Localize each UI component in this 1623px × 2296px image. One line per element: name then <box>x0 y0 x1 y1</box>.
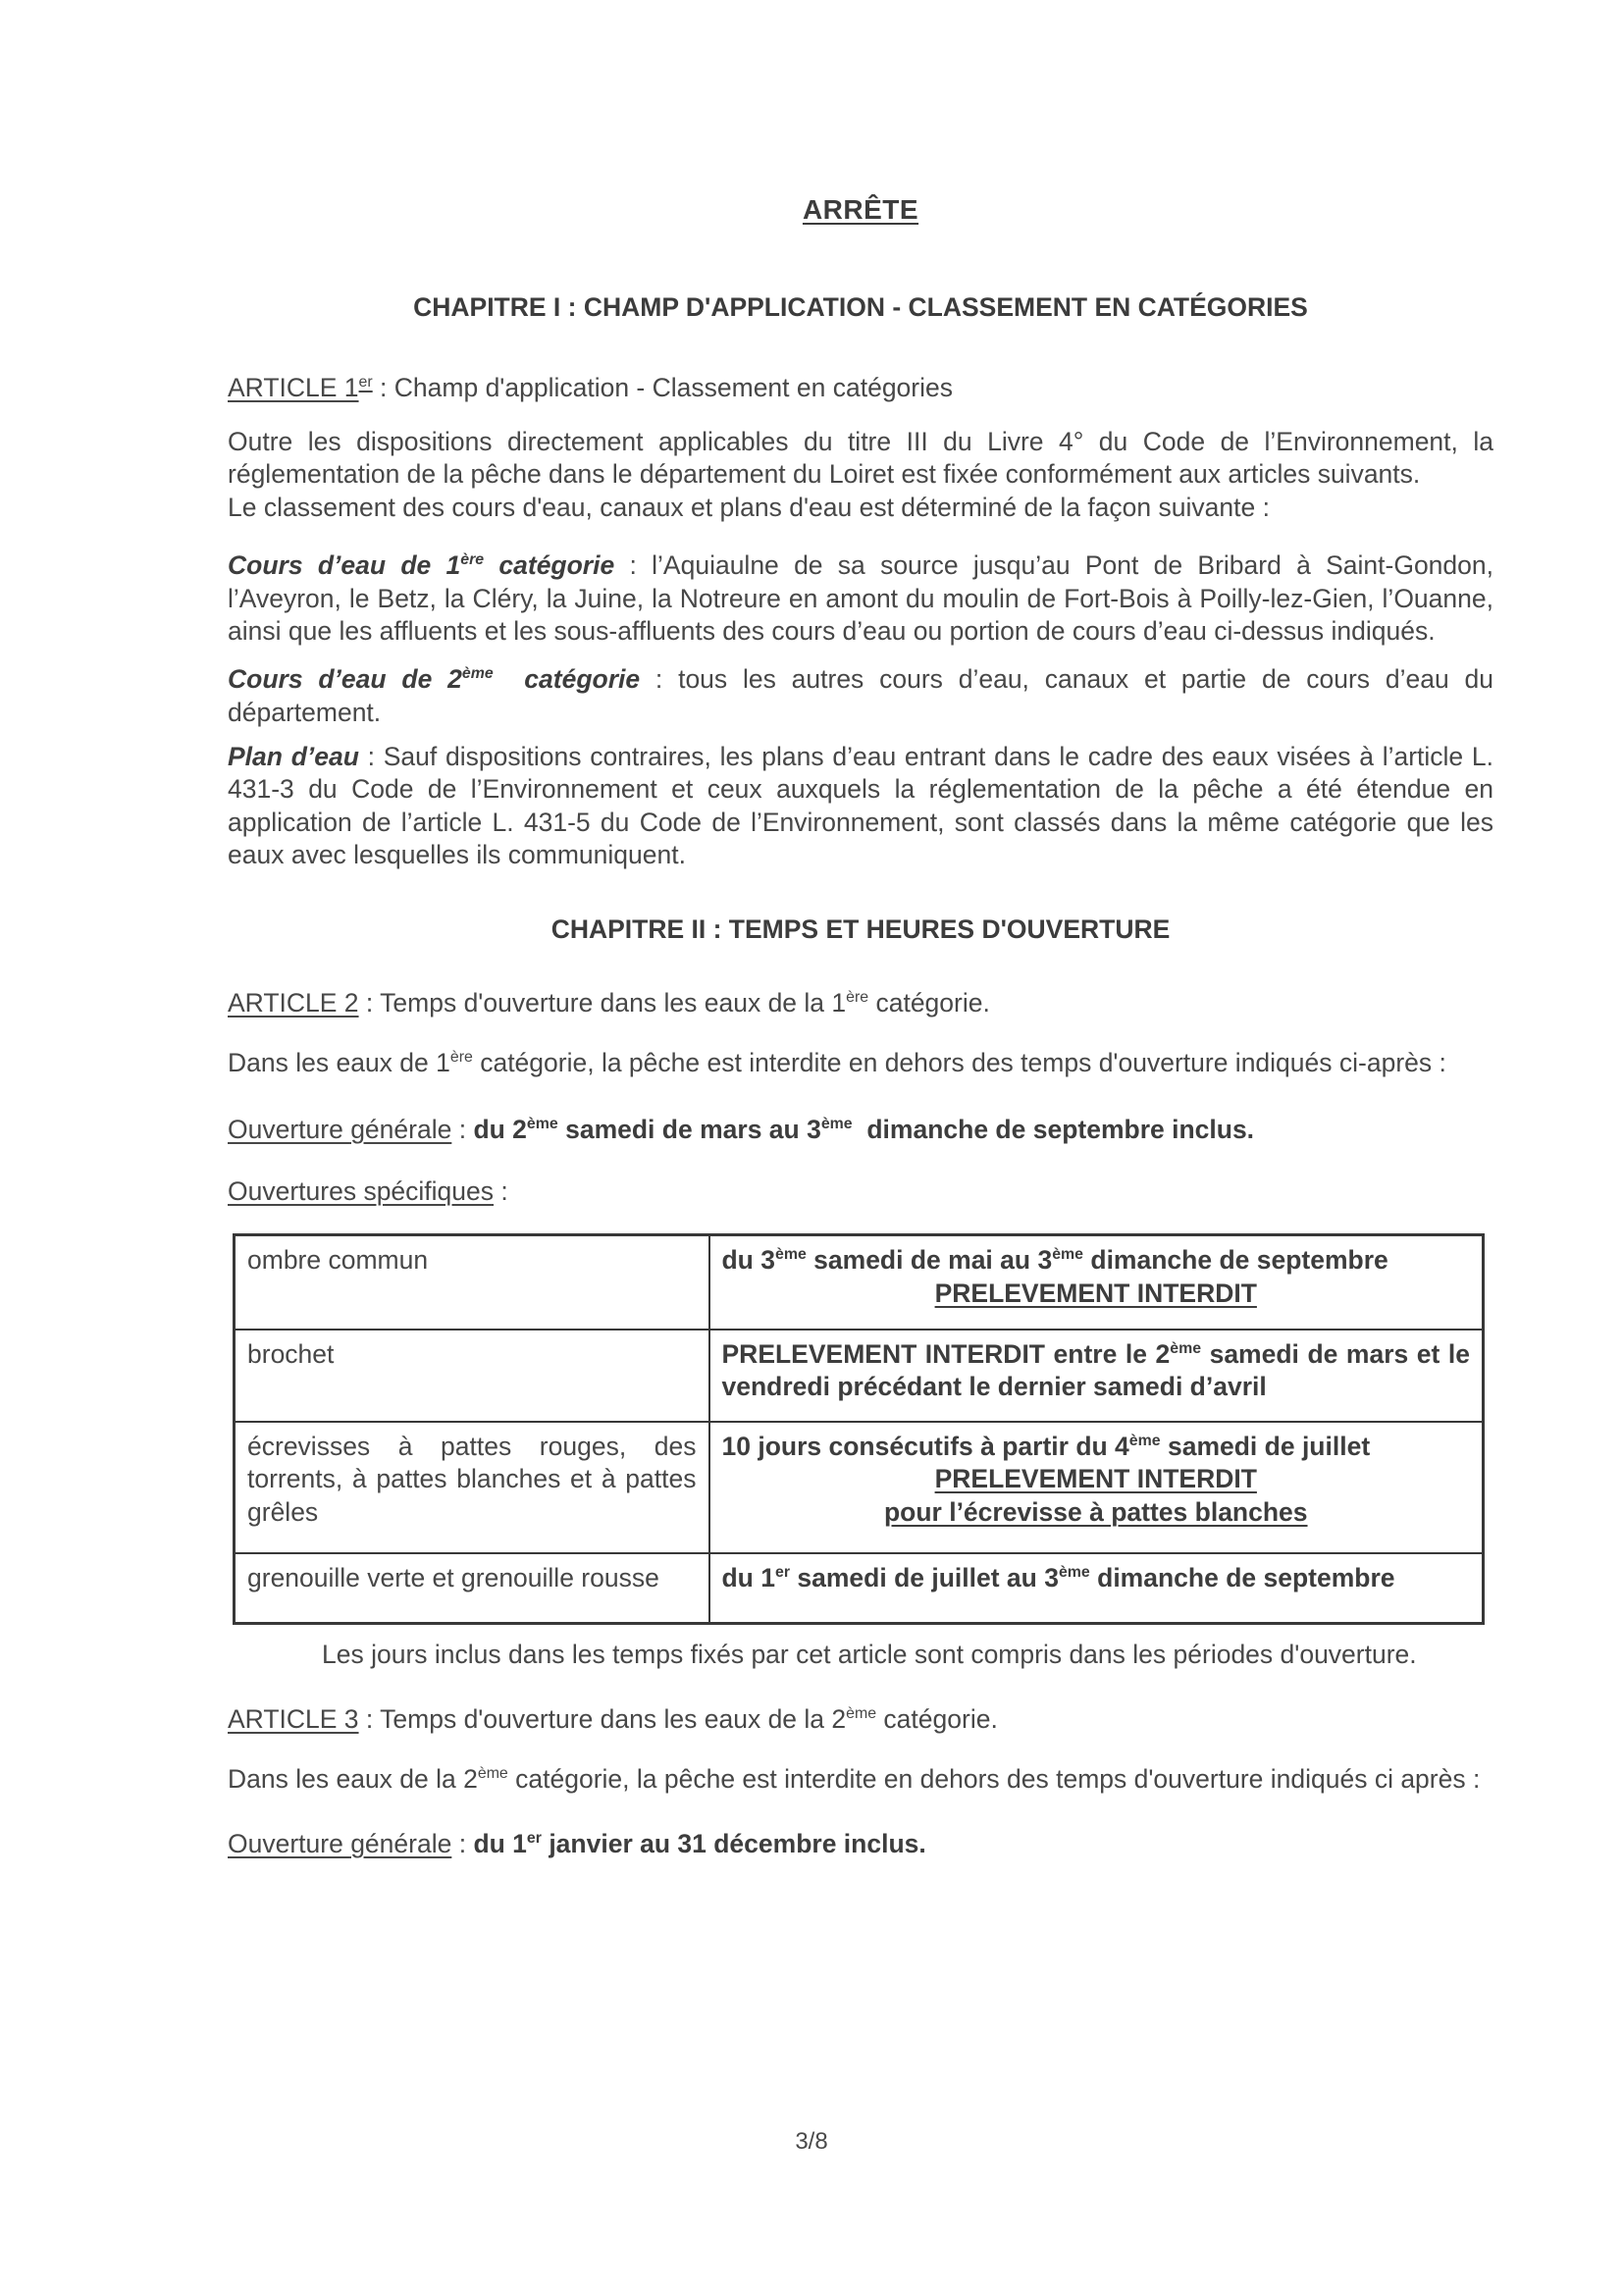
text-segment: : <box>451 1114 474 1144</box>
text-segment: dimanche de septembre <box>1083 1245 1388 1276</box>
text-segment: dimanche de septembre inclus. <box>852 1114 1255 1144</box>
paragraph-eaux-2eme <box>228 1763 1493 1796</box>
paragraph-jours-inclus <box>228 1639 1493 1671</box>
text-segment: : tous les autres cours d’eau, canaux et partie de cours d’eau du département. <box>228 664 1493 727</box>
text-segment: ème <box>477 1765 508 1783</box>
text-segment: du 1 <box>473 1828 527 1858</box>
period-line <box>722 1244 1471 1277</box>
article2-heading <box>228 987 1493 1019</box>
page-title <box>228 192 1493 227</box>
text-segment: ARTICLE 3 <box>228 1703 359 1734</box>
text-segment: ère <box>460 551 485 569</box>
text-segment: catégorie, la pêche est interdite en dehors des temps d'ouverture indiqués ci-après : <box>472 1048 1446 1078</box>
specific-openings-table <box>233 1233 1485 1625</box>
period-cell <box>709 1235 1484 1330</box>
text-segment: : <box>494 1176 508 1207</box>
ouvertures-specifiques-label <box>228 1175 1493 1208</box>
text-segment: ARTICLE 1 <box>228 372 359 402</box>
page-number: 3/8 <box>795 2128 828 2155</box>
text-segment: samedi de juillet <box>1160 1431 1371 1461</box>
period-cell <box>709 1330 1484 1422</box>
paragraph-outre <box>228 426 1493 492</box>
text-segment: Dans les eaux de la 2 <box>228 1764 478 1795</box>
text-segment: ème <box>1170 1340 1202 1358</box>
text-segment: er <box>526 1829 542 1847</box>
text-segment: : Sauf dispositions contraires, les plans d’eau entrant dans le cadre des eaux visées à l’article L. 431-3 du Code de l’Environnement et ceux auxquels la réglementation de la pêche a été étendue en application de l’article L. 431-5 du Code de l’Environnement, sont classés dans la même catégorie que les eaux avec lesquelles ils communiquent. <box>228 742 1493 870</box>
text-segment: Ouverture générale <box>228 1828 452 1858</box>
text-segment: écrevisses à pattes rouges, des torrents, à pattes blanches et à pattes grêles <box>247 1431 697 1527</box>
period-line <box>722 1278 1471 1310</box>
text-segment: er <box>358 373 373 391</box>
text-segment: ème <box>774 1246 807 1264</box>
text-segment: Ouverture générale <box>228 1114 452 1144</box>
text-segment: Dans les eaux de 1 <box>228 1048 450 1078</box>
text-segment: samedi de mars et le vendredi précédant le dernier samedi d’avril <box>721 1338 1470 1402</box>
period-line <box>722 1431 1471 1463</box>
text-segment: ème <box>1058 1564 1090 1582</box>
text-segment: ème <box>461 665 494 683</box>
period-cell <box>709 1422 1484 1553</box>
chapter1-heading: CHAPITRE I : CHAMP D'APPLICATION - CLASSEMENT EN CATÉGORIES <box>413 292 1308 323</box>
period-line <box>722 1562 1471 1594</box>
ouverture-generale-2 <box>228 1828 1493 1860</box>
period-cell <box>709 1553 1484 1624</box>
species-cell <box>235 1422 709 1553</box>
text-segment: : Temps d'ouverture dans les eaux de la 1 <box>358 987 847 1018</box>
ouverture-generale-1 <box>228 1114 1493 1146</box>
text-segment: : <box>451 1828 474 1858</box>
species-text <box>247 1562 697 1594</box>
paragraph-classement <box>228 492 1493 524</box>
text-segment: samedi de mai au 3 <box>806 1245 1053 1276</box>
text-segment: er <box>774 1564 791 1582</box>
text-segment: Outre les dispositions directement applicables du titre III du Livre 4° du Code de l’Environnement, la réglementation de la pêche dans le département du Loiret est fixée conformément aux articles suivants. <box>228 427 1493 490</box>
species-text <box>247 1338 697 1371</box>
species-text <box>247 1244 697 1277</box>
text-segment: Le classement des cours d'eau, canaux et plans d'eau est déterminé de la façon suivante : <box>228 492 1270 522</box>
text-segment: ème <box>1128 1433 1161 1450</box>
period-line <box>722 1338 1471 1404</box>
text-segment: : Temps d'ouverture dans les eaux de la 2 <box>358 1703 847 1734</box>
text-segment: Plan d’eau <box>228 742 359 772</box>
chapter2-heading: CHAPITRE II : TEMPS ET HEURES D'OUVERTURE <box>550 913 1171 944</box>
text-segment: Cours d’eau de 1 <box>228 550 461 581</box>
paragraph-cours-2eme-categorie <box>228 663 1493 729</box>
table-row-ecrevisses <box>235 1422 1484 1553</box>
text-segment: : Champ d'application - Classement en catégories <box>372 372 953 402</box>
text-segment: samedi de juillet au 3 <box>790 1562 1059 1592</box>
paragraph-plan-eau <box>228 741 1493 872</box>
text-segment: brochet <box>247 1338 335 1369</box>
text-segment: catégorie, la pêche est interdite en dehors des temps d'ouverture indiqués ci après : <box>507 1764 1481 1795</box>
text-segment: 10 jours consécutifs à partir du 4 <box>721 1431 1129 1461</box>
text-segment: ombre commun <box>247 1245 429 1276</box>
text-segment: Les jours inclus dans les temps fixés par cet article sont compris dans les périodes d'ouverture. <box>322 1640 1417 1670</box>
paragraph-cours-1ere-categorie <box>228 549 1493 648</box>
text-segment: catégorie. <box>868 987 990 1018</box>
text-segment: du 1 <box>721 1562 775 1592</box>
period-line <box>722 1463 1471 1495</box>
page-title-text: ARRÊTE <box>802 194 919 225</box>
text-segment: ère <box>846 989 869 1007</box>
period-line <box>722 1496 1471 1529</box>
table-row-brochet <box>235 1330 1484 1422</box>
text-segment: : l’Aquiaulne de sa source jusqu’au Pont de Bribard à Saint-Gondon, l’Aveyron, le Betz, la Cléry, la Juine, la Notreure en amont du moulin de Fort-Bois à Poilly-lez-Gien, l’Ouanne, ainsi que les affluents et les sous-affluents des cours d’eau ou portion de cours d’eau ci-dessus indiqués. <box>228 550 1493 646</box>
text-segment: janvier au 31 décembre inclus. <box>541 1828 926 1858</box>
article3-heading <box>228 1703 1493 1736</box>
text-segment: du 3 <box>721 1245 775 1276</box>
species-text <box>247 1431 697 1529</box>
text-segment: PRELEVEMENT INTERDIT entre le 2 <box>721 1338 1171 1369</box>
species-cell <box>235 1330 709 1422</box>
species-cell <box>235 1235 709 1330</box>
text-segment: ème <box>526 1115 558 1132</box>
text-segment: catégorie. <box>876 1703 998 1734</box>
text-segment: dimanche de septembre <box>1089 1562 1395 1592</box>
species-cell <box>235 1553 709 1624</box>
text-segment: ère <box>449 1049 473 1067</box>
paragraph-eaux-1ere <box>228 1047 1493 1079</box>
table-row-grenouilles <box>235 1553 1484 1624</box>
text-segment: catégorie <box>484 550 615 581</box>
text-segment: Ouvertures spécifiques <box>228 1176 495 1207</box>
text-segment: ème <box>820 1115 853 1132</box>
text-segment: du 2 <box>473 1114 527 1144</box>
text-segment: catégorie <box>493 664 641 695</box>
table-row-ombre-commun <box>235 1235 1484 1330</box>
text-segment: PRELEVEMENT INTERDIT <box>934 1464 1257 1494</box>
article1-heading <box>228 372 1493 404</box>
text-segment: pour l’écrevisse à pattes blanches <box>883 1496 1308 1527</box>
text-segment: Cours d’eau de 2 <box>228 664 462 695</box>
text-segment: samedi de mars au 3 <box>557 1114 821 1144</box>
text-segment: ARTICLE 2 <box>228 987 359 1018</box>
text-segment: grenouille verte et grenouille rousse <box>247 1562 659 1592</box>
text-segment: PRELEVEMENT INTERDIT <box>934 1278 1257 1308</box>
text-segment: ème <box>846 1704 877 1722</box>
text-segment: ème <box>1052 1246 1084 1264</box>
